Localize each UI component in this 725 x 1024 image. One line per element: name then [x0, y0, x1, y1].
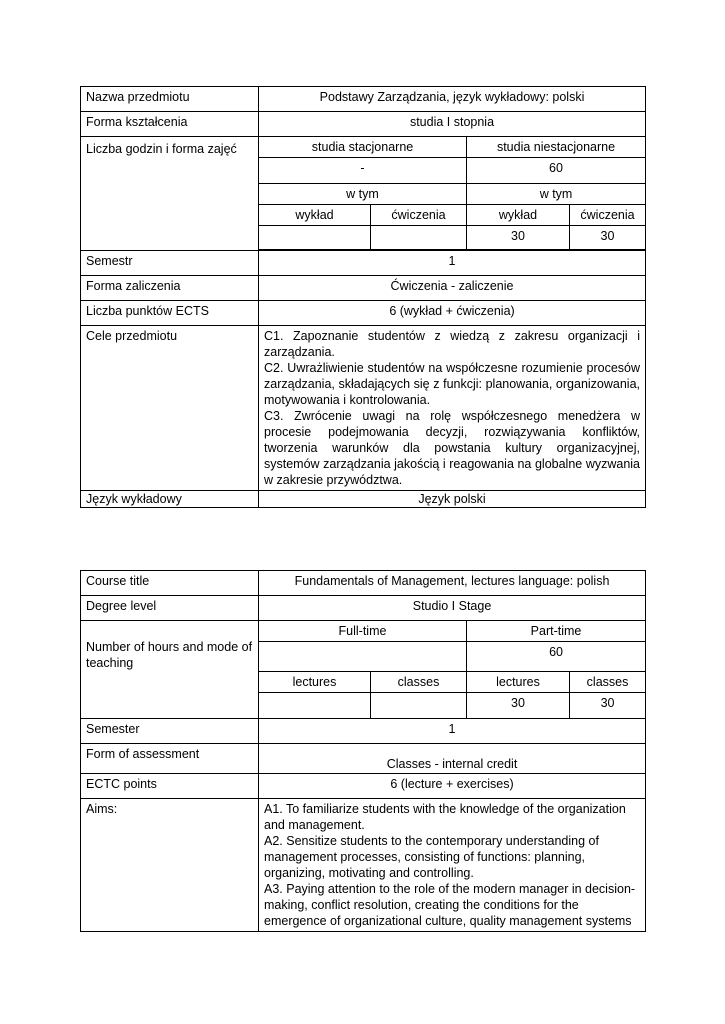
part-classes-value-en: 30 [570, 693, 646, 719]
aims-label-en: Aims: [81, 799, 259, 932]
aim-c2: C2. Uwrażliwienie studentów na współczesne rozumienie procesów zarządzania, składających się z funkcji: planowania, organizowania, motywowania i kontrolowania. [264, 361, 641, 407]
hours-label-en-text: Number of hours and mode of teaching [86, 640, 253, 670]
ectc-label: ECTC points [81, 774, 259, 799]
ects-label: Liczba punktów ECTS [81, 301, 259, 326]
part-lectures-value: 30 [467, 226, 570, 250]
full-classes-value-en [371, 693, 467, 719]
assessment-label-en: Form of assessment [81, 744, 259, 774]
semester-value: 1 [259, 251, 646, 276]
aim-c1: C1. Zapoznanie studentów z wiedzą z zakresu organizacji i zarządzania. [264, 329, 641, 359]
aim-c3: C3. Zwrócenie uwagi na rolę współczesnego menedżera w procesie podejmowania decyzji, rozwiązywania konfliktów, tworzenia warunków dla powstania kultury organizacyjnej, systemów zarządzania jakością i reagowania na globalne wyzwania w zakresie przywództwa. [264, 409, 641, 487]
semester-label-en: Semester [81, 719, 259, 744]
part-classes-header: ćwiczenia [570, 205, 646, 226]
form-label: Forma kształcenia [81, 112, 259, 137]
form-value: studia I stopnia [259, 112, 646, 137]
part-time-header: studia niestacjonarne [467, 137, 646, 158]
aims-list [259, 326, 646, 491]
aim-a1: A1. To familiarize students with the knowledge of the organization and management. [264, 802, 626, 832]
aims-list-en [259, 799, 646, 932]
full-time-header-en: Full-time [259, 621, 467, 642]
part-lectures-header-en: lectures [467, 672, 570, 693]
hours-label [81, 137, 259, 251]
course-title-value: Fundamentals of Management, lectures language: polish [259, 571, 646, 596]
assessment-value-en: Classes - internal credit [259, 744, 646, 774]
of-which-part: w tym [467, 184, 646, 205]
full-lectures-header: wykład [259, 205, 371, 226]
aim-a2: A2. Sensitize students to the contemporary understanding of management processes, consisting of functions: planning, organizing, motivating and controlling. [264, 834, 599, 880]
hours-label-text: Liczba godzin i forma zajęć [86, 142, 237, 156]
course-name-label: Nazwa przedmiotu [81, 87, 259, 112]
full-lectures-value [259, 226, 371, 250]
full-classes-value [371, 226, 467, 250]
part-lectures-value-en: 30 [467, 693, 570, 719]
course-title-label: Course title [81, 571, 259, 596]
semester-value-en: 1 [259, 719, 646, 744]
part-classes-header-en: classes [570, 672, 646, 693]
part-classes-value: 30 [570, 226, 646, 250]
degree-level-value: Studio I Stage [259, 596, 646, 621]
part-time-header-en: Part-time [467, 621, 646, 642]
part-time-total: 60 [467, 158, 646, 184]
assessment-value: Ćwiczenia - zaliczenie [259, 276, 646, 301]
semester-label: Semestr [81, 251, 259, 276]
hours-label-en [81, 621, 259, 719]
full-time-total: - [259, 158, 467, 184]
ectc-value: 6 (lecture + exercises) [259, 774, 646, 799]
full-lectures-header-en: lectures [259, 672, 371, 693]
part-time-total-en: 60 [467, 642, 646, 672]
full-classes-header-en: classes [371, 672, 467, 693]
language-value: Język polski [259, 491, 646, 508]
full-classes-header: ćwiczenia [371, 205, 467, 226]
part-lectures-header: wykład [467, 205, 570, 226]
full-time-header: studia stacjonarne [259, 137, 467, 158]
language-label: Język wykładowy [81, 491, 259, 508]
aim-a3: A3. Paying attention to the role of the modern manager in decision-making, conflict resolution, creating the conditions for the emergence of organizational culture, quality management systems [264, 882, 636, 928]
assessment-label: Forma zaliczenia [81, 276, 259, 301]
course-name-value: Podstawy Zarządzania, język wykładowy: polski [259, 87, 646, 112]
course-card-polish [80, 86, 646, 508]
degree-level-label: Degree level [81, 596, 259, 621]
ects-value: 6 (wykład + ćwiczenia) [259, 301, 646, 326]
full-time-total-en [259, 642, 467, 672]
course-card-english [80, 570, 646, 932]
aims-label: Cele przedmiotu [81, 326, 259, 491]
of-which-full: w tym [259, 184, 467, 205]
full-lectures-value-en [259, 693, 371, 719]
